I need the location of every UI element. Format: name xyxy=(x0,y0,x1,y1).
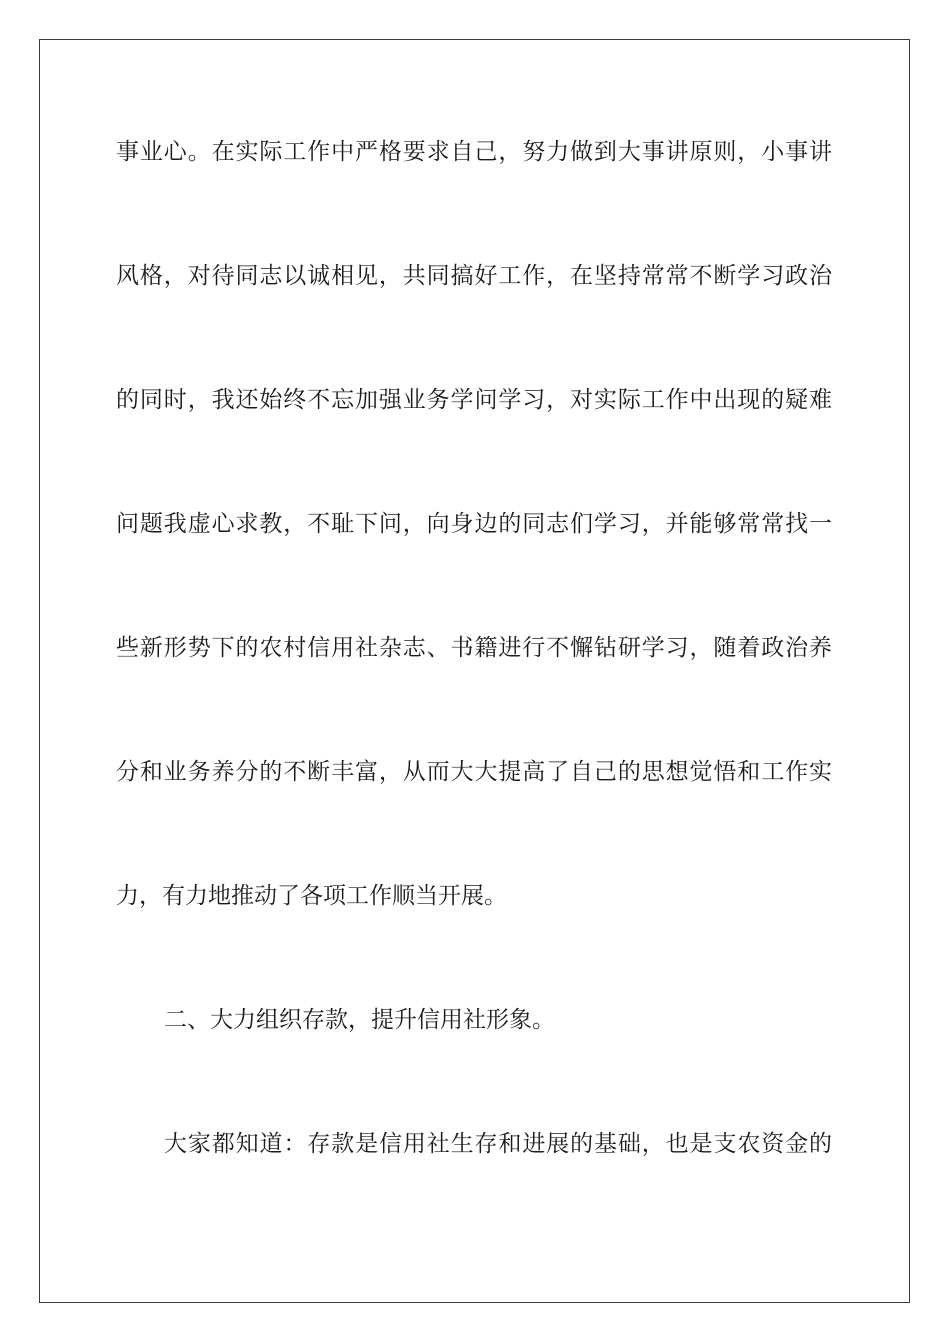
body-text-line: 的同时，我还始终不忘加强业务学问学习，对实际工作中出现的疑难 xyxy=(116,387,832,413)
body-text-line: 些新形势下的农村信用社杂志、书籍进行不懈钻研学习，随着政治养 xyxy=(116,635,832,661)
body-text-line: 分和业务养分的不断丰富，从而大大提高了自己的思想觉悟和工作实 xyxy=(116,759,832,785)
body-text-line: 大家都知道：存款是信用社生存和进展的基础，也是支农资金的 xyxy=(164,1131,832,1157)
body-text-line: 问题我虚心求教，不耻下问，向身边的同志们学习，并能够常常找一 xyxy=(116,511,832,537)
body-text-line: 力，有力地推动了各项工作顺当开展。 xyxy=(116,883,507,909)
body-text-line: 风格，对待同志以诚相见，共同搞好工作，在坚持常常不断学习政治 xyxy=(116,263,832,289)
body-text-line: 事业心。在实际工作中严格要求自己，努力做到大事讲原则，小事讲 xyxy=(116,139,832,165)
section-heading: 二、大力组织存款，提升信用社形象。 xyxy=(164,1007,555,1033)
page-border xyxy=(39,39,910,1303)
